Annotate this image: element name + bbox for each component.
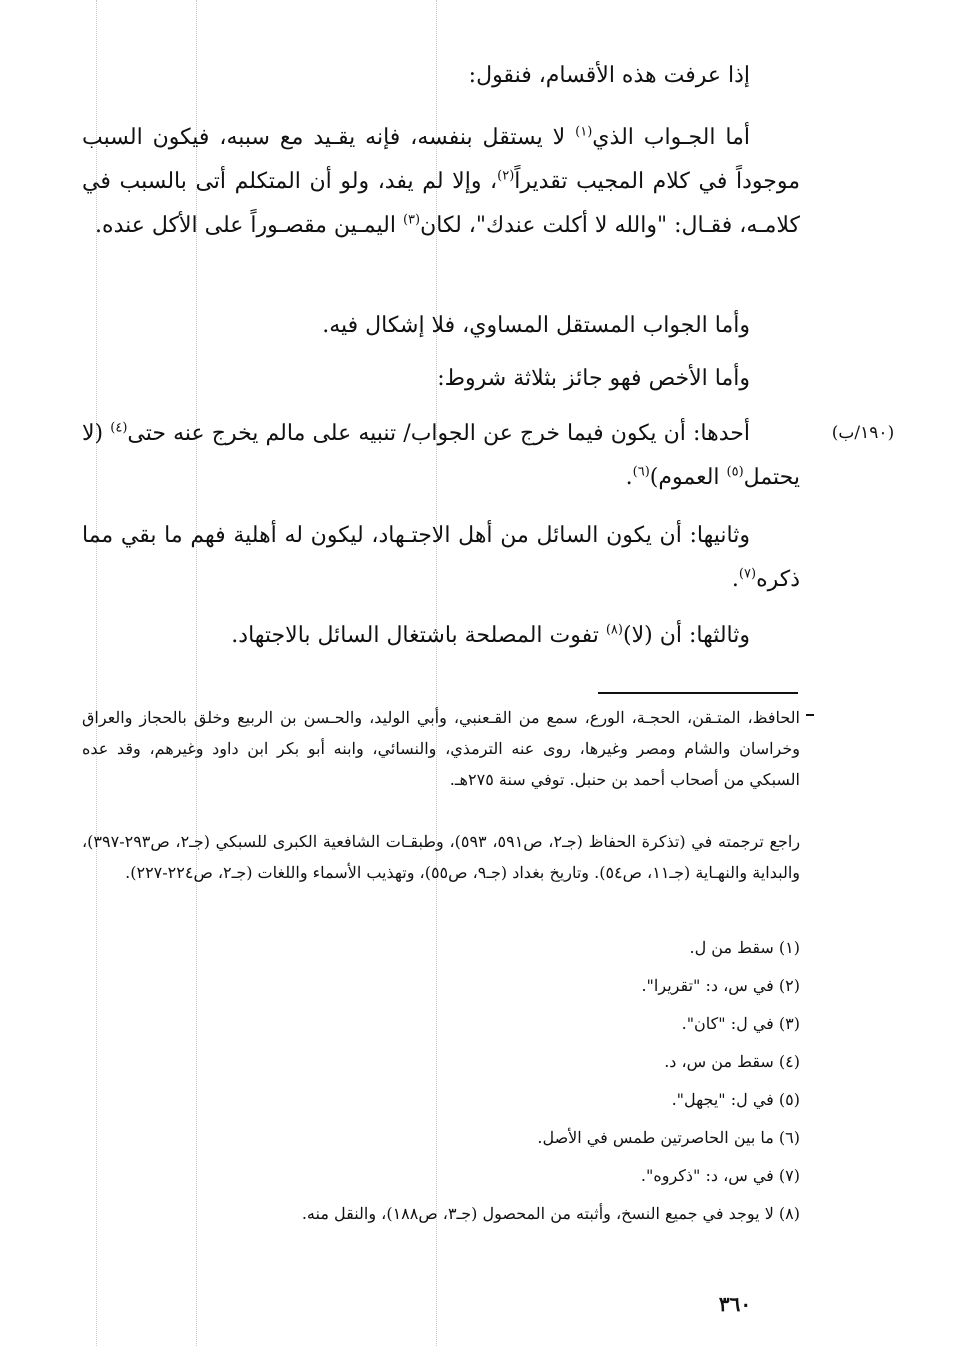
para4-text-d: . <box>625 465 633 490</box>
intro-line: إذا عرفت هذه الأقسام، فنقول: <box>468 63 750 88</box>
para6-text-b: تفوت المصلحة باشتغال السائل بالاجتهاد. <box>231 623 606 648</box>
footnote-ref-text: راجع ترجمته في (تذكرة الحفاظ (جـ٢، ص٥٩١، ٥٩٣)، وطبقـات الشافعية الكبرى للسبكي (جـ٢، ص٢٩٣-٣٩٧)، والبداية والنهـاية (جـ١١، ص٥٤). وتاريخ بغداد (جـ٩، ص٥٥)، وتهذيب الأسماء واللغات (جـ٢، ص٢٢٤-٢٢٧). <box>82 832 801 882</box>
para1-text-d: اليمـين مقصـوراً على الأكل عنده. <box>95 213 403 238</box>
main-text <box>82 54 800 98</box>
paragraph-6 <box>82 614 800 658</box>
para5-text-b: . <box>731 567 739 592</box>
continuation-mark <box>806 714 814 716</box>
footnote-ref-8: (٨) <box>605 622 623 638</box>
footnote-item: (٧) في س، د: "ذكروه". <box>640 1166 800 1185</box>
para4-text-a: أحدها: أن يكون فيما خرج عن الجواب/ تنبيه على مالم يخرج عنه حتى <box>127 421 750 446</box>
para3-text: وأما الأخص فهو جائز بثلاثة شروط: <box>437 366 750 391</box>
footnote-ref-3: (٣) <box>402 212 421 228</box>
footnote-item: (١) سقط من ل. <box>689 938 800 957</box>
page-number: ٣٦٠ <box>718 1292 752 1316</box>
paragraph-3 <box>82 357 800 401</box>
paragraph-5 <box>82 514 800 602</box>
footnote-item: (٢) في س، د: "تقريرا". <box>641 976 800 995</box>
footnote-ref-6: (٦) <box>632 464 650 480</box>
para1-text-a: أما الجـواب الذي <box>592 125 750 150</box>
paragraph-2 <box>82 304 800 348</box>
para2-text: وأما الجواب المستقل المساوي، فلا إشكال فيه. <box>322 313 750 338</box>
footnote-ref-2: (٢) <box>497 168 515 184</box>
footnote-separator <box>598 692 798 694</box>
footnote-item: (٤) سقط من س، د. <box>664 1052 800 1071</box>
para6-text-a: وثالثها: أن (لا) <box>622 623 750 648</box>
para4-text-b: (لا يحتمل <box>82 421 800 490</box>
footnote-item: (٦) ما بين الحاصرتين طمس في الأصل. <box>537 1128 800 1147</box>
para5-text-a: وثانيها: أن يكون السائل من أهل الاجتـهاد، ليكون له أهلية فهم ما بقي مما ذكره <box>82 523 800 592</box>
para1-text-c: ، وإلا لم يفد، ولو أن المتكلم أتى بالسبب في كلامـه، فقـال: "والله لا أكلت عندك"، لكان <box>82 169 800 238</box>
footnote-bio-text: الحافظ، المتـقن، الحجـة، الورع، سمع من القـعنبي، وأبي الوليد، والحـسن بن الربيع وخلق بالحجاز والعراق وخراسان والشام ومصر وغيرها، روى عنه الترمذي، والنسائي، وابنه أبو بكر ابن داود وغيرهم، وقد عده السبكي من أصحاب أحمد بن حنبل. توفي سنة ٢٧٥هـ. <box>82 708 800 789</box>
para4-text-c: العموم) <box>649 465 727 490</box>
footnote-references <box>82 826 800 888</box>
footnote-item: (٣) في ل: "كان". <box>681 1014 800 1033</box>
paragraph-4 <box>82 412 800 500</box>
footnote-ref-1: (١) <box>575 124 593 140</box>
footnote-item: (٥) في ل: "يجهل". <box>671 1090 800 1109</box>
paragraph-1 <box>82 116 800 248</box>
footnote-biography <box>82 702 800 795</box>
margin-folio-note: (١٩٠/ب) <box>831 423 895 443</box>
footnote-item: (٨) لا يوجد في جميع النسخ، وأثبته من المحصول (جـ٣، ص١٨٨)، والنقل منه. <box>301 1204 800 1223</box>
footnote-ref-4: (٤) <box>110 420 128 436</box>
footnote-ref-7: (٧) <box>738 566 757 582</box>
para1-text-b: لا يستقل بنفسه، فإنه يقـيد مع سببه، فيكون السبب موجوداً في كلام المجيب تقديراً <box>82 125 800 194</box>
footnote-ref-5: (٥) <box>726 464 744 480</box>
footnote-list <box>82 929 800 1233</box>
